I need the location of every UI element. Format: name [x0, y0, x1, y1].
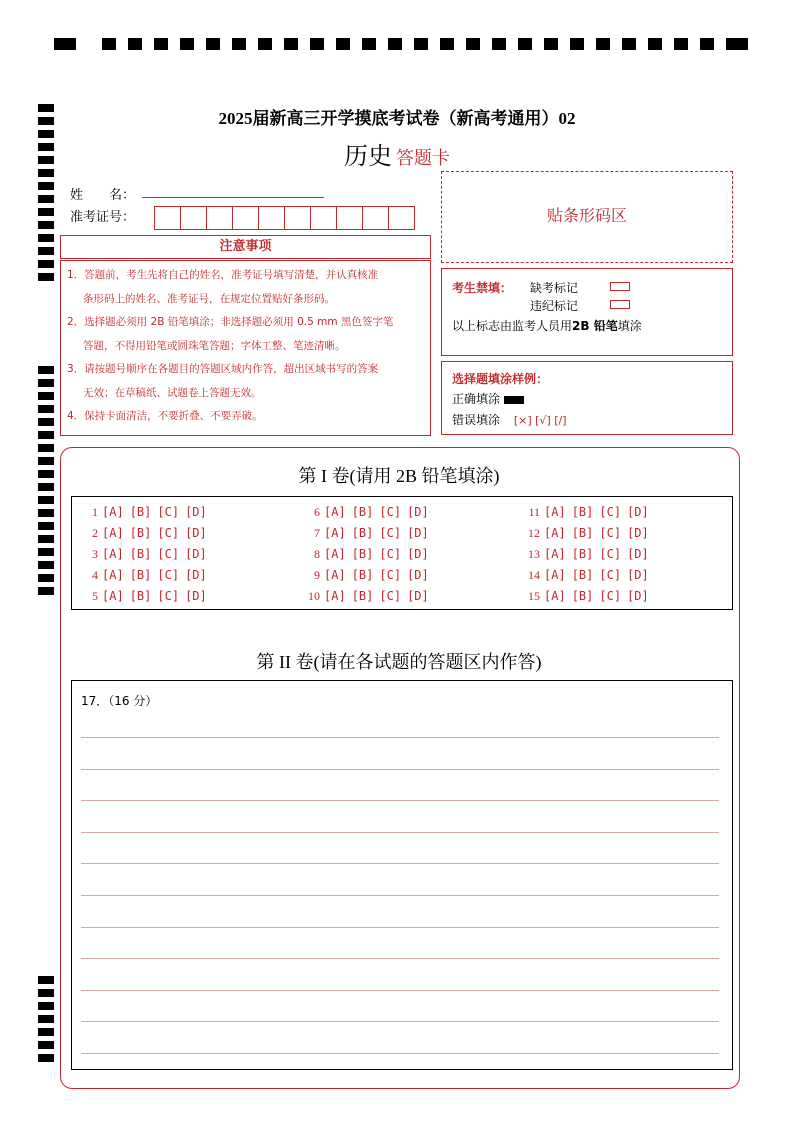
choice-row — [520, 589, 655, 604]
choice-grid — [71, 496, 733, 610]
choice-option-d[interactable]: [D] — [627, 505, 649, 519]
timing-mark — [38, 522, 54, 530]
timing-mark — [388, 38, 402, 50]
notice-box — [60, 260, 431, 436]
question-number: 8 — [314, 547, 320, 561]
choice-row — [78, 526, 213, 541]
id-digit-box[interactable] — [258, 206, 285, 230]
choice-option-a[interactable]: [A] — [324, 589, 346, 603]
timing-mark — [128, 38, 142, 50]
choice-option-d[interactable]: [D] — [407, 526, 429, 540]
choice-option-b[interactable]: [B] — [571, 589, 594, 603]
answer-line[interactable] — [81, 769, 719, 770]
choice-row — [520, 505, 655, 520]
note-prefix: 以上标志由监考人员用 — [452, 319, 573, 333]
question-number: 15 — [528, 589, 540, 603]
timing-mark — [54, 38, 76, 50]
choice-option-d[interactable]: [D] — [407, 568, 429, 582]
wrong-marks: [×] [√] [/] — [513, 414, 567, 427]
choice-option-b[interactable]: [B] — [351, 526, 374, 540]
timing-mark — [258, 38, 272, 50]
choice-option-a[interactable]: [A] — [102, 526, 124, 540]
question-17-label: 17．（16 分） — [81, 694, 158, 708]
timing-mark — [38, 1028, 54, 1036]
choice-option-c[interactable]: [C] — [599, 547, 622, 561]
choice-row — [520, 526, 655, 541]
timing-mark — [38, 587, 54, 595]
prohibited-note — [452, 317, 642, 334]
timing-mark — [232, 38, 246, 50]
correct-fill — [452, 390, 524, 407]
absent-mark[interactable] — [610, 282, 630, 291]
answer-line[interactable] — [81, 895, 719, 896]
id-number-boxes[interactable] — [155, 206, 415, 230]
name-label: 姓 名： — [70, 188, 136, 203]
timing-mark — [38, 976, 54, 984]
question-number: 3 — [92, 547, 98, 561]
timing-mark — [336, 38, 350, 50]
question-number: 6 — [314, 505, 320, 519]
answer-line[interactable] — [81, 832, 719, 833]
card-type: 答题卡 — [396, 148, 450, 169]
choice-option-b[interactable]: [B] — [129, 568, 152, 582]
choice-option-a[interactable]: [A] — [544, 568, 566, 582]
timing-mark — [38, 1054, 54, 1062]
absent-label: 缺考标记 — [530, 281, 579, 295]
timing-mark — [38, 444, 54, 452]
timing-marks-top — [54, 38, 748, 50]
note-suffix: 填涂 — [617, 319, 642, 333]
choice-option-d[interactable]: [D] — [627, 589, 649, 603]
timing-mark — [362, 38, 376, 50]
fill-sample-label: 选择题填涂样例： — [452, 372, 549, 386]
timing-mark — [38, 260, 54, 268]
choice-option-d[interactable]: [D] — [185, 568, 207, 582]
timing-mark — [38, 509, 54, 517]
choice-row — [300, 589, 435, 604]
choice-option-a[interactable]: [A] — [544, 547, 566, 561]
choice-option-d[interactable]: [D] — [627, 526, 649, 540]
timing-mark — [38, 221, 54, 229]
notice-line: 条形码上的姓名、准考证号，在规定位置贴好条形码。 — [83, 292, 335, 305]
choice-option-d[interactable]: [D] — [407, 505, 429, 519]
timing-mark — [38, 234, 54, 242]
answer-line[interactable] — [81, 990, 719, 991]
choice-option-c[interactable]: [C] — [157, 589, 180, 603]
choice-option-c[interactable]: [C] — [379, 505, 402, 519]
notice-line: 2．选择题必须用 2B 铅笔填涂；非选择题必须用 0.5 mm 黑色签字笔 — [67, 316, 394, 328]
choice-option-a[interactable]: [A] — [544, 589, 566, 603]
choice-option-a[interactable]: [A] — [102, 589, 124, 603]
choice-option-d[interactable]: [D] — [185, 589, 207, 603]
timing-mark — [38, 273, 54, 281]
notice-line: 4．保持卡面清洁，不要折叠、不要弄破。 — [67, 410, 263, 422]
question-number: 5 — [92, 589, 98, 603]
choice-option-b[interactable]: [B] — [571, 526, 594, 540]
timing-mark — [180, 38, 194, 50]
barcode-area: 贴条形码区 — [441, 171, 733, 263]
timing-mark — [38, 457, 54, 465]
notice-line: 答题，不得用铅笔或圆珠笔答题；字体工整、笔迹清晰。 — [83, 339, 346, 352]
question-number: 4 — [92, 568, 98, 582]
timing-mark — [38, 535, 54, 543]
choice-option-c[interactable]: [C] — [599, 568, 622, 582]
timing-mark — [38, 208, 54, 216]
part2-title: 第 II 卷(请在各试题的答题区内作答) — [256, 652, 542, 672]
choice-option-a[interactable]: [A] — [544, 526, 566, 540]
choice-row — [300, 505, 435, 520]
timing-mark — [206, 38, 220, 50]
choice-option-c[interactable]: [C] — [379, 568, 402, 582]
choice-option-c[interactable]: [C] — [157, 526, 180, 540]
choice-option-b[interactable]: [B] — [571, 505, 594, 519]
question-number: 9 — [314, 568, 320, 582]
question-number: 13 — [528, 547, 540, 561]
subject-heading — [0, 136, 794, 171]
choice-option-a[interactable]: [A] — [324, 505, 346, 519]
id-digit-box[interactable] — [336, 206, 363, 230]
choice-option-a[interactable]: [A] — [324, 547, 346, 561]
choice-option-c[interactable]: [C] — [379, 547, 402, 561]
choice-option-d[interactable]: [D] — [185, 547, 207, 561]
answer-line[interactable] — [81, 958, 719, 959]
question-number: 10 — [308, 589, 320, 603]
timing-mark — [38, 548, 54, 556]
notice-line: 无效；在草稿纸、试题卷上答题无效。 — [83, 386, 262, 399]
timing-mark — [38, 1015, 54, 1023]
answer-line[interactable] — [81, 1021, 719, 1022]
timing-mark — [38, 496, 54, 504]
timing-mark — [700, 38, 714, 50]
essay-box — [71, 680, 733, 1070]
choice-row — [520, 547, 655, 562]
timing-mark — [38, 1002, 54, 1010]
timing-mark — [38, 379, 54, 387]
timing-mark — [38, 470, 54, 478]
id-digit-box[interactable] — [284, 206, 311, 230]
choice-option-c[interactable]: [C] — [157, 568, 180, 582]
choice-option-c[interactable]: [C] — [599, 589, 622, 603]
choice-option-c[interactable]: [C] — [379, 526, 402, 540]
timing-mark — [38, 431, 54, 439]
timing-mark — [622, 38, 636, 50]
choice-option-b[interactable]: [B] — [129, 589, 152, 603]
choice-option-d[interactable]: [D] — [627, 547, 649, 561]
timing-mark — [38, 195, 54, 203]
choice-option-c[interactable]: [C] — [599, 505, 622, 519]
id-digit-box[interactable] — [180, 206, 207, 230]
choice-row — [78, 547, 213, 562]
id-digit-box[interactable] — [388, 206, 415, 230]
timing-mark — [38, 418, 54, 426]
choice-option-a[interactable]: [A] — [102, 505, 124, 519]
timing-mark — [414, 38, 428, 50]
timing-mark — [310, 38, 324, 50]
choice-row — [78, 568, 213, 583]
part1-title: 第 I 卷(请用 2B 铅笔填涂) — [298, 466, 500, 486]
choice-option-b[interactable]: [B] — [351, 547, 374, 561]
question-number: 14 — [528, 568, 540, 582]
timing-mark — [492, 38, 506, 50]
choice-row — [300, 526, 435, 541]
subject-name: 历史 — [344, 144, 392, 170]
choice-row — [78, 505, 213, 520]
prohibited-box — [441, 268, 733, 356]
exam-title: 2025届新高三开学摸底考试卷（新高考通用）02 — [218, 109, 576, 128]
choice-option-a[interactable]: [A] — [102, 547, 124, 561]
choice-option-d[interactable]: [D] — [407, 547, 429, 561]
choice-option-d[interactable]: [D] — [627, 568, 649, 582]
choice-option-d[interactable]: [D] — [185, 505, 207, 519]
choice-option-d[interactable]: [D] — [185, 526, 207, 540]
choice-option-a[interactable]: [A] — [544, 505, 566, 519]
notice-heading: 注意事项 — [60, 235, 431, 259]
id-label: 准考证号： — [70, 210, 136, 225]
choice-option-c[interactable]: [C] — [157, 505, 180, 519]
id-digit-box[interactable] — [232, 206, 259, 230]
choice-option-b[interactable]: [B] — [351, 589, 374, 603]
timing-mark — [38, 574, 54, 582]
timing-mark — [674, 38, 688, 50]
note-bold: 2B 铅笔 — [572, 319, 618, 333]
timing-mark — [544, 38, 558, 50]
choice-option-a[interactable]: [A] — [324, 526, 346, 540]
id-digit-box[interactable] — [206, 206, 233, 230]
wrong-label: 错误填涂 — [452, 413, 501, 427]
timing-mark — [38, 1041, 54, 1049]
question-number: 11 — [528, 505, 540, 519]
choice-option-c[interactable]: [C] — [157, 547, 180, 561]
timing-mark — [466, 38, 480, 50]
choice-option-b[interactable]: [B] — [571, 568, 594, 582]
choice-option-a[interactable]: [A] — [102, 568, 124, 582]
question-number: 7 — [314, 526, 320, 540]
choice-option-b[interactable]: [B] — [351, 505, 374, 519]
choice-option-c[interactable]: [C] — [379, 589, 402, 603]
choice-option-a[interactable]: [A] — [324, 568, 346, 582]
name-field[interactable] — [142, 197, 324, 198]
answer-line[interactable] — [81, 927, 719, 928]
violation-label: 违纪标记 — [530, 299, 579, 313]
timing-mark — [440, 38, 454, 50]
timing-mark — [38, 989, 54, 997]
choice-row — [300, 547, 435, 562]
id-digit-box[interactable] — [362, 206, 389, 230]
timing-mark — [38, 561, 54, 569]
timing-mark — [38, 247, 54, 255]
timing-mark — [38, 182, 54, 190]
id-digit-box[interactable] — [310, 206, 337, 230]
answer-line[interactable] — [81, 863, 719, 864]
prohibited-label: 考生禁填： — [452, 281, 513, 295]
violation-mark[interactable] — [610, 300, 630, 309]
choice-option-b[interactable]: [B] — [351, 568, 374, 582]
answer-line[interactable] — [81, 1053, 719, 1054]
choice-row — [520, 568, 655, 583]
wrong-fill — [452, 411, 567, 428]
timing-mark — [596, 38, 610, 50]
timing-mark — [648, 38, 662, 50]
timing-mark — [570, 38, 584, 50]
choice-option-b[interactable]: [B] — [129, 547, 152, 561]
choice-option-b[interactable]: [B] — [129, 526, 152, 540]
timing-mark — [102, 38, 116, 50]
fill-sample-box — [441, 361, 733, 435]
notice-line: 3．请按题号顺序在各题目的答题区域内作答，超出区域书写的答案 — [67, 363, 379, 375]
timing-mark — [726, 38, 748, 50]
timing-mark — [38, 392, 54, 400]
choice-row — [78, 589, 213, 604]
answer-line[interactable] — [81, 800, 719, 801]
id-digit-box[interactable] — [154, 206, 181, 230]
correct-label: 正确填涂 — [452, 392, 501, 406]
question-number: 1 — [92, 505, 98, 519]
choice-option-b[interactable]: [B] — [129, 505, 152, 519]
choice-option-d[interactable]: [D] — [407, 589, 429, 603]
choice-row — [300, 568, 435, 583]
answer-line[interactable] — [81, 737, 719, 738]
timing-mark — [518, 38, 532, 50]
timing-mark — [38, 483, 54, 491]
timing-mark — [38, 366, 54, 374]
timing-mark — [284, 38, 298, 50]
notice-line: 1．答题前，考生先将自己的姓名，准考证号填写清楚，并认真核准 — [67, 269, 379, 281]
question-number: 2 — [92, 526, 98, 540]
question-number: 12 — [528, 526, 540, 540]
solid-fill-icon — [504, 396, 524, 404]
timing-mark — [154, 38, 168, 50]
timing-mark — [38, 405, 54, 413]
choice-option-b[interactable]: [B] — [571, 547, 594, 561]
choice-option-c[interactable]: [C] — [599, 526, 622, 540]
